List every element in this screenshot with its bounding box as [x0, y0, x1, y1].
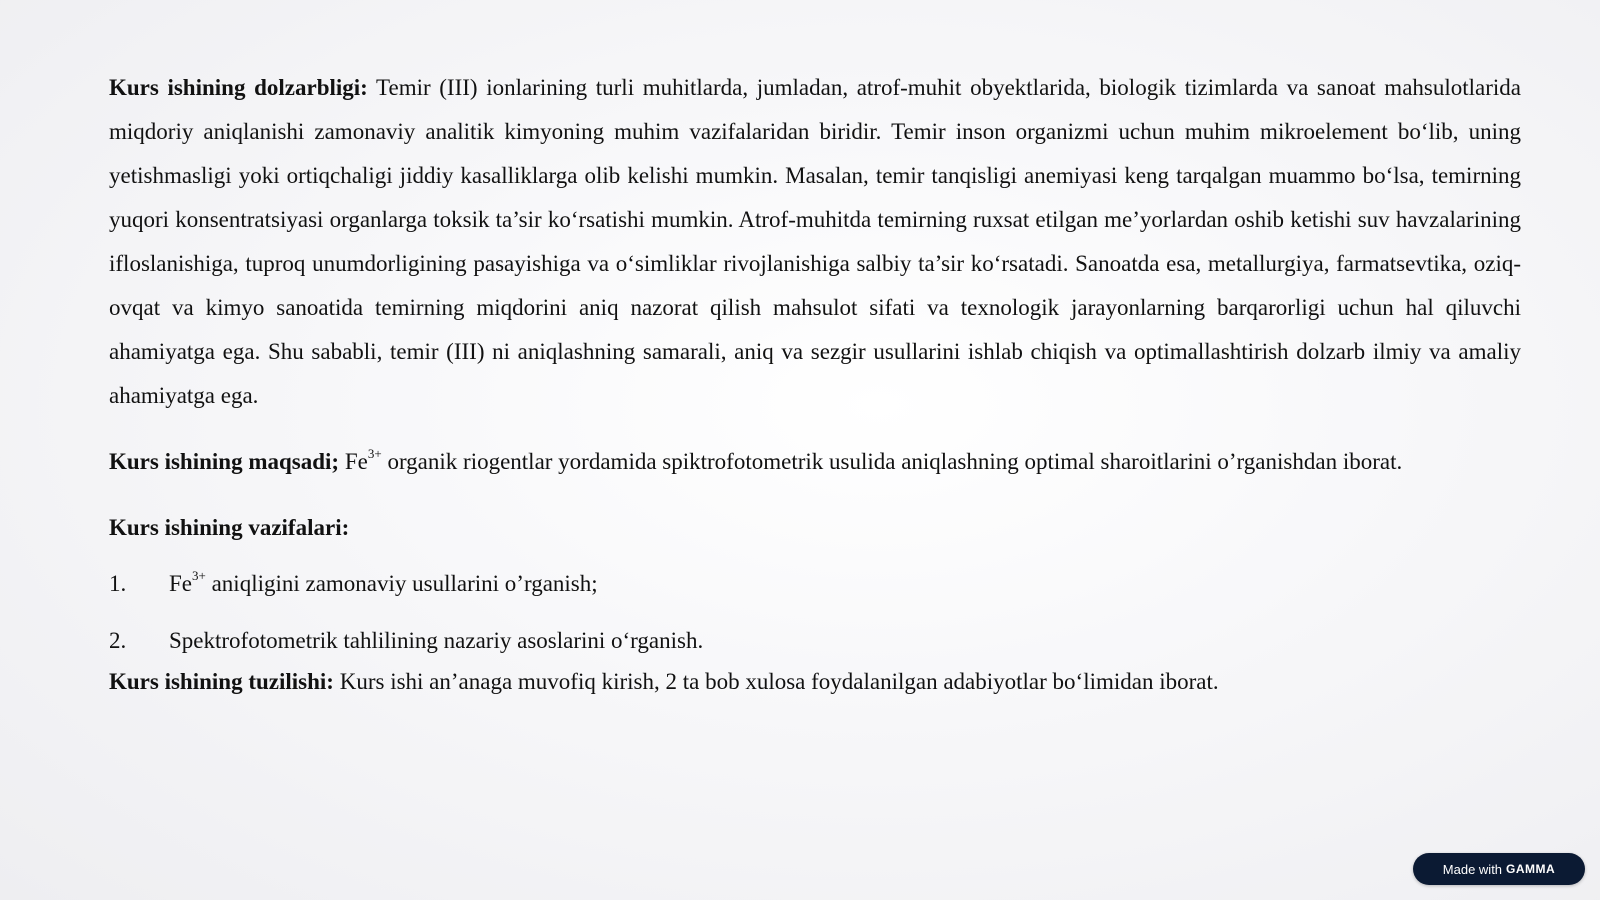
- tasks-heading-label: Kurs ishining vazifalari:: [109, 515, 350, 540]
- goal-ion: Fe: [344, 449, 368, 474]
- goal-label: Kurs ishining maqsadi;: [109, 449, 340, 474]
- task-ion: Fe: [169, 571, 192, 596]
- list-item: [109, 562, 1521, 606]
- list-item: [109, 619, 1521, 663]
- structure-paragraph: [109, 660, 1521, 704]
- task-ion-charge: 3+: [192, 568, 206, 584]
- relevance-label: Kurs ishining dolzarbligi:: [109, 75, 368, 100]
- goal-text: organik riogentlar yordamida spiktrofotometrik usulida aniqlashning optimal sharoitlarini o’rganishdan iborat.: [387, 449, 1403, 474]
- list-item-text: [169, 562, 598, 606]
- made-with-gamma-badge[interactable]: [1413, 853, 1585, 885]
- list-item-number: 2.: [109, 628, 127, 653]
- slide-content: [109, 66, 1521, 704]
- goal-paragraph: [109, 440, 1521, 484]
- relevance-paragraph: [109, 66, 1521, 418]
- structure-text: Kurs ishi an’anaga muvofiq kirish, 2 ta bob xulosa foydalanilgan adabiyotlar bo‘limidan iborat.: [339, 669, 1219, 694]
- gamma-logo: GAMMA: [1506, 862, 1556, 876]
- tasks-heading: [109, 506, 1521, 550]
- goal-ion-charge: 3+: [367, 446, 382, 462]
- list-item-number: 1.: [109, 571, 127, 596]
- relevance-text: Temir (III) ionlarining turli muhitlarda, jumladan, atrof-muhit obyektlarida, biologik tizimlarda va sanoat mahsulotlarida miqdoriy aniqlanishi zamonaviy analitik kimyoning muhim vazifalaridan biridir. Temir inson organizmi uchun muhim mikroelement bo‘lib, uning yetishmasligi yoki ortiqchaligi jiddiy kasalliklarga olib kelishi mumkin. Masalan, temir tanqisligi anemiyasi keng tarqalgan muammo bo‘lsa, temirning yuqori konsentratsiyasi organlarga toksik ta’sir ko‘rsatishi mumkin. Atrof-muhitda temirning ruxsat etilgan me’yorlardan oshib ketishi suv havzalarining ifloslanishiga, tuproq unumdorligining pasayishiga va o‘simliklar rivojlanishiga salbiy ta’sir ko‘rsatadi. Sanoatda esa, metallurgiya, farmatsevtika, oziq-ovqat va kimyo sanoatida temirning miqdorini aniq nazorat qilish mahsulot sifati va texnologik jarayonlarning barqarorligi uchun hal qiluvchi ahamiyatga ega. Shu sababli, temir (III) ni aniqlashning samarali, aniq va sezgir usullarini ishlab chiqish va optimallashtirish dolzarb ilmiy va amaliy ahamiyatga ega.: [109, 75, 1521, 408]
- list-item-text: Spektrofotometrik tahlilining nazariy asoslarini o‘rganish.: [169, 628, 704, 653]
- structure-label: Kurs ishining tuzilishi:: [109, 669, 334, 694]
- tasks-list: [109, 562, 1521, 663]
- badge-prefix: Made with: [1442, 861, 1503, 877]
- task-text: aniqligini zamonaviy usullarini o’rganish;: [211, 571, 598, 596]
